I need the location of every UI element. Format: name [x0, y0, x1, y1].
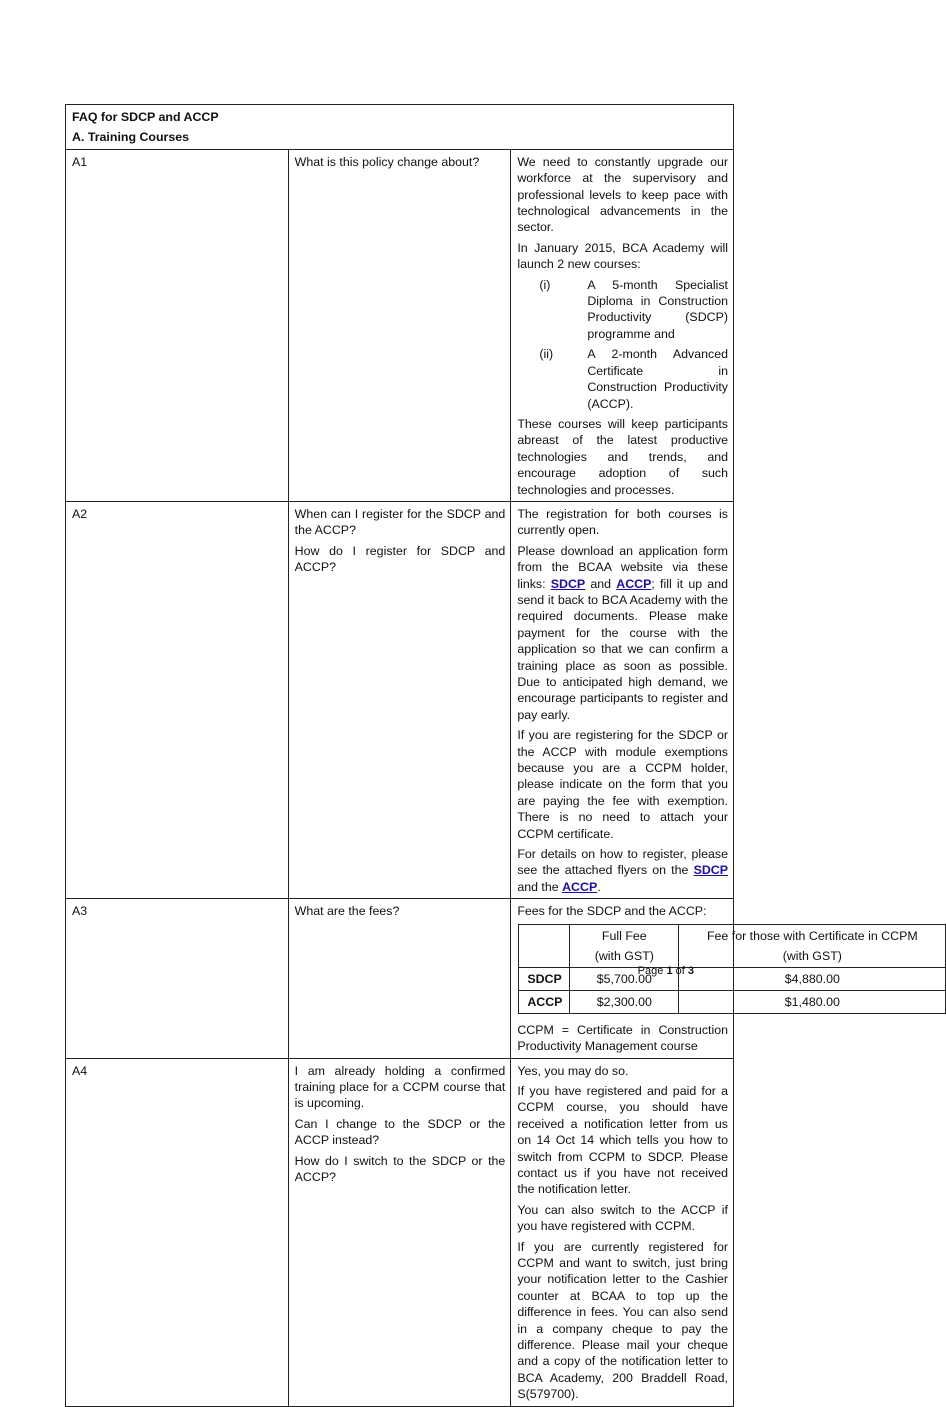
sdcp-form-link[interactable]: SDCP — [550, 576, 586, 591]
question-cell — [288, 501, 511, 898]
list-item-number: (i) — [539, 277, 551, 292]
list-item — [539, 346, 728, 412]
sdcp-flyer-link[interactable]: SDCP — [693, 863, 728, 878]
question-text: What are the fees? — [294, 904, 400, 919]
question-cell — [288, 1058, 511, 1406]
question-text: Can I change to the SDCP or the ACCP instead? — [294, 1116, 506, 1148]
fees-header-empty — [519, 924, 570, 967]
question-text: When can I register for the SDCP and the ACCP? — [294, 506, 506, 538]
fees-row — [519, 967, 946, 990]
answer-paragraph: Fees for the SDCP and the ACCP: — [517, 904, 707, 919]
row-id: A3 — [66, 899, 289, 1058]
fees-table — [518, 924, 946, 1014]
answer-paragraph: In January 2015, BCA Academy will launch 2 new courses: — [517, 240, 728, 272]
answer-cell — [511, 899, 918, 1058]
accp-flyer-link[interactable]: ACCP — [562, 879, 598, 894]
list-item-number: (ii) — [539, 347, 554, 362]
fees-note: CCPM = Certificate in Construction Productivity Management course — [517, 1022, 728, 1054]
fees-full: $5,700.00 — [570, 967, 679, 990]
answer-paragraph: For details on how to register, please see the attached flyers on the SDCP and the ACCP. — [517, 847, 728, 894]
table-row — [66, 149, 734, 501]
list-item-text: A 2-month Advanced Certificate in Construction Productivity (ACCP). — [587, 347, 728, 411]
fees-header-row — [519, 924, 946, 967]
fees-header-ccpm: Fee for those with Certificate in CCPM (with GST) — [679, 924, 946, 967]
faq-document — [65, 104, 918, 1407]
answer-paragraph: You can also switch to the ACCP if you have registered with CCPM. — [517, 1202, 728, 1234]
answer-cell — [511, 149, 734, 501]
fees-row — [519, 990, 946, 1013]
answer-paragraph: We need to constantly upgrade our workforce at the supervisory and professional levels to keep pace with technological advancements in the sector. — [517, 154, 728, 235]
faq-table — [65, 104, 918, 1407]
answer-paragraph: Yes, you may do so. — [517, 1063, 629, 1078]
answer-cell — [511, 501, 734, 898]
row-id: A4 — [66, 1058, 289, 1406]
row-id: A2 — [66, 501, 289, 898]
page-total: 3 — [687, 965, 694, 977]
answer-paragraph: Please download an application form from the BCAA website via these links: SDCP and ACCP; fill it up and send it back to BCA Academy with the required documents. Please make payment for the course with the application so that we can confirm a training place as soon as possible. Due to anticipated high demand, we encourage participants to register and pay early. — [517, 543, 728, 722]
fees-ccpm: $1,480.00 — [679, 990, 946, 1013]
section-title: A. Training Courses — [72, 130, 190, 145]
fees-course: ACCP — [519, 990, 570, 1013]
question-cell — [288, 899, 511, 1058]
question-cell — [288, 149, 511, 501]
list-item — [539, 277, 728, 343]
question-text: What is this policy change about? — [294, 154, 480, 169]
page-number: 1 — [666, 965, 673, 977]
answer-paragraph: The registration for both courses is currently open. — [517, 506, 728, 538]
answer-paragraph: If you are currently registered for CCPM and want to switch, just bring your notification letter to the Cashier counter at BCAA to top up the difference in fees. You can also send in a company cheque to pay the difference. Please mail your cheque and a copy of the notification letter to BCA Academy, 200 Braddell Road, S(579700). — [517, 1239, 728, 1402]
answer-paragraph: If you have registered and paid for a CCPM course, you should have received a notification letter from us on 14 Oct 14 which tells you how to switch from CCPM to SDCP. Please contact us if you have not received the notification letter. — [517, 1083, 728, 1197]
row-id: A1 — [66, 149, 289, 501]
question-text: How do I register for SDCP and ACCP? — [294, 543, 506, 575]
table-row — [66, 899, 734, 1058]
question-text: I am already holding a confirmed training place for a CCPM course that is upcoming. — [294, 1063, 506, 1111]
fees-ccpm: $4,880.00 — [679, 967, 946, 990]
fees-full: $2,300.00 — [570, 990, 679, 1013]
table-row — [66, 1058, 734, 1406]
document-title: FAQ for SDCP and ACCP — [72, 110, 219, 124]
accp-form-link[interactable]: ACCP — [616, 576, 652, 591]
answer-paragraph: These courses will keep participants abreast of the latest productive technologies and trends, and encourage adoption of such technologies and processes. — [517, 416, 728, 497]
page-footer: Page 1 of 3 — [637, 965, 694, 977]
question-text: How do I switch to the SDCP or the ACCP? — [294, 1153, 506, 1184]
fees-header-full: Full Fee (with GST) — [570, 924, 679, 967]
answer-cell — [511, 1058, 734, 1406]
list-item-text: A 5-month Specialist Diploma in Construction Productivity (SDCP) programme and — [587, 277, 728, 341]
answer-paragraph: If you are registering for the SDCP or the ACCP with module exemptions because you are a CCPM holder, please indicate on the form that you are paying the fee with exemption. There is no need to attach your CCPM certificate. — [517, 728, 728, 841]
fees-course: SDCP — [519, 967, 570, 990]
table-row — [66, 501, 734, 898]
table-header-row — [66, 105, 734, 150]
